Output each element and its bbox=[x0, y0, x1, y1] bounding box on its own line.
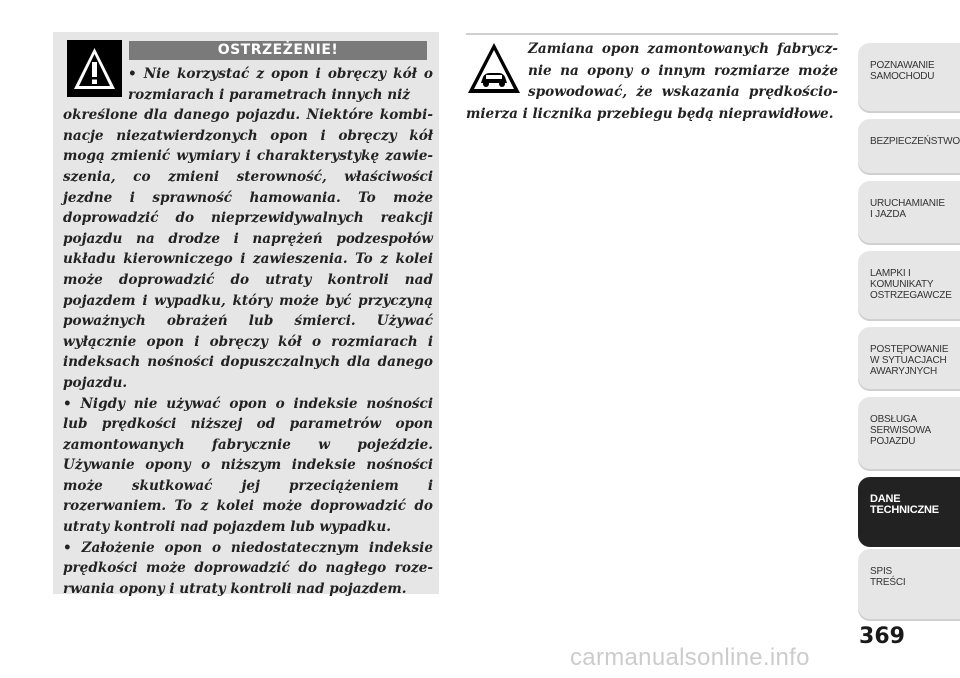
sidebar-tab-8[interactable] bbox=[858, 549, 960, 621]
sidebar-tab-label: DANE TECHNICZNE bbox=[870, 493, 939, 516]
sidebar-tab-label: BEZPIECZEŃSTWO bbox=[870, 136, 960, 147]
note-text: Zamiana opon zamontowanych fabrycznie na opony o innym rozmiarze może spowodować, że wskazania prędkościomierza i licznika przebiegu będą nieprawidłowe. bbox=[466, 41, 838, 122]
warning-bullet-1-intro: • Nie korzystać z opon i obręczy kół o rozmiarach i parametrach innych niż bbox=[128, 66, 433, 103]
sidebar-tab-label: SPIS TREŚCI bbox=[870, 566, 906, 588]
warning-bullet-2: • Nigdy nie używać opon o indeksie nośności lub prędkości niższej od parametrów opon zamontowanych fabrycznie w pojeździe. Używanie opony o niższym indeksie nośności może skutkować jej przeciążeniem i rozerwaniem. To z kolei może doprowadzić do utraty kontroli nad pojazdem lub wypadku. bbox=[63, 395, 433, 536]
warning-title: OSTRZEŻENIE! bbox=[129, 41, 427, 60]
warning-text bbox=[63, 64, 433, 599]
sidebar-tab-1[interactable] bbox=[858, 43, 960, 113]
warning-paragraph-1: określone dla danego pojazdu. Niektóre kombinacje niezatwierdzonych opon i obręczy kół mogą zmienić wymiary i charakterystykę zawieszenia, co zmieni sterowność, właściwości jezdne i sprawność hamowania. To może doprowadzić do nieprzewidywalnych reakcji pojazdu na drodze i naprężeń podzespołów układu kierowniczego i zawieszenia. To z kolei może doprowadzić do utraty kontroli nad pojazdem i wypadku, który może być przyczyną poważnych obrażeń lub śmierci. Używać wyłącznie opon i obręczy kół o rozmiarach i indeksach nośności dopuszczalnych dla danego pojazdu. bbox=[63, 107, 433, 391]
sidebar-tab-7[interactable] bbox=[858, 477, 960, 547]
sidebar-tab-label: LAMPKI I KOMUNIKATY OSTRZEGAWCZE bbox=[870, 268, 952, 301]
sidebar-tab-label: OBSŁUGA SERWISOWA POJAZDU bbox=[870, 414, 931, 447]
warning-bullet-3: • Założenie opon o niedostatecznym indeksie prędkości może doprowadzić do nagłego rozerwania opony i utraty kontroli nad pojazdem. bbox=[63, 539, 433, 597]
sidebar-tab-2[interactable] bbox=[858, 119, 960, 175]
sidebar-tab-3[interactable] bbox=[858, 181, 960, 245]
car-caution-icon bbox=[466, 39, 528, 103]
note-top-rule bbox=[466, 33, 838, 35]
note-block bbox=[466, 39, 838, 125]
page-number: 369 bbox=[859, 624, 905, 649]
watermark: carmanualsonline.info bbox=[570, 644, 810, 671]
sidebar-tab-label: POZNAWANIE SAMOCHODU bbox=[870, 60, 935, 82]
sidebar-tab-6[interactable] bbox=[858, 397, 960, 471]
sidebar-tab-label: URUCHAMIANIE I JAZDA bbox=[870, 198, 945, 220]
sidebar-tab-5[interactable] bbox=[858, 327, 960, 391]
sidebar-tab-label: POSTĘPOWANIE W SYTUACJACH AWARYJNYCH bbox=[870, 344, 949, 377]
sidebar-tab-4[interactable] bbox=[858, 251, 960, 321]
